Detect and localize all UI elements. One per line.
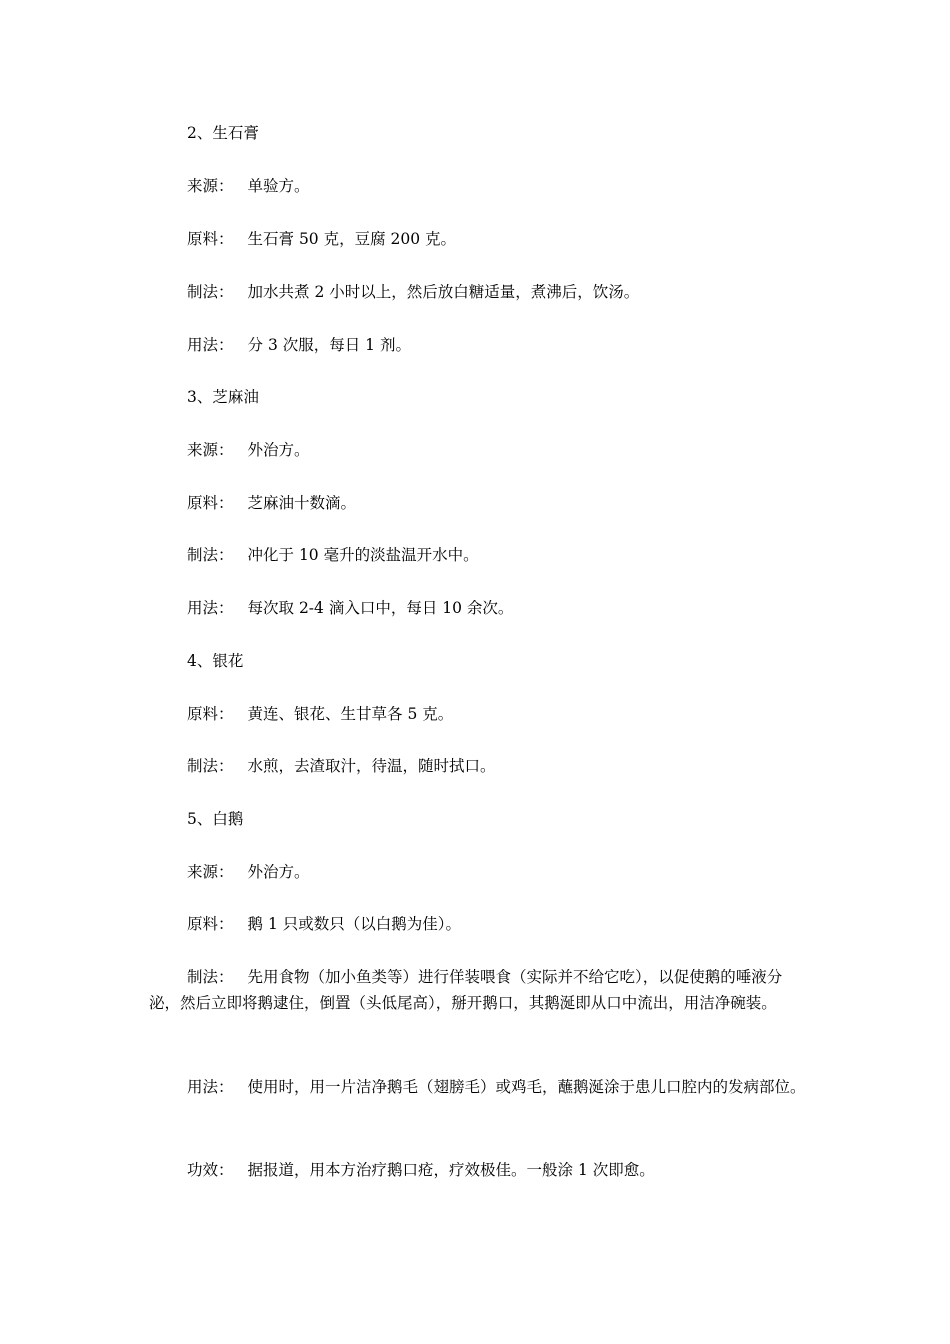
paragraph-efficacy: 功效： 据报道，用本方治疗鹅口疮，疗效极佳。一般涂 1 次即愈。 [187,1161,655,1179]
paragraph-ingredients: 原料： 芝麻油十数滴。 [187,494,357,512]
paragraph-usage: 用法： 使用时，用一片洁净鹅毛（翅膀毛）或鸡毛，蘸鹅涎涂于患儿口腔内的发病部位。 [187,1078,806,1096]
paragraph-usage: 用法： 分 3 次服，每日 1 剂。 [187,336,411,354]
paragraph-usage: 用法： 每次取 2-4 滴入口中，每日 10 余次。 [187,599,514,617]
section-heading-white-goose: 5、白鹅 [187,810,244,828]
section-heading-yinhua: 4、银花 [187,652,244,670]
paragraph-source: 来源： 外治方。 [187,863,310,881]
paragraph-preparation: 制法： 水煎，去渣取汁，待温，随时拭口。 [187,757,496,775]
paragraph-preparation: 制法： 加水共煮 2 小时以上，然后放白糖适量，煮沸后，饮汤。 [187,283,640,301]
paragraph-source: 来源： 外治方。 [187,441,310,459]
paragraph-source: 来源： 单验方。 [187,177,310,195]
paragraph-ingredients: 原料： 生石膏 50 克，豆腐 200 克。 [187,230,457,248]
section-heading-sesame-oil: 3、芝麻油 [187,388,259,406]
paragraph-preparation: 制法： 先用食物（加小鱼类等）进行佯装喂食（实际并不给它吃），以促使鹅的唾液分泌，然后立即将鹅逮住，倒置（头低尾高），掰开鹅口，其鹅涎即从口中流出，用洁净碗装。 [149,968,783,1012]
paragraph-preparation: 制法： 冲化于 10 毫升的淡盐温开水中。 [187,546,479,564]
paragraph-ingredients: 原料： 鹅 1 只或数只（以白鹅为佳）。 [187,915,461,933]
paragraph-ingredients: 原料： 黄连、银花、生甘草各 5 克。 [187,705,454,723]
section-heading-shigao: 2、生石膏 [187,124,259,142]
